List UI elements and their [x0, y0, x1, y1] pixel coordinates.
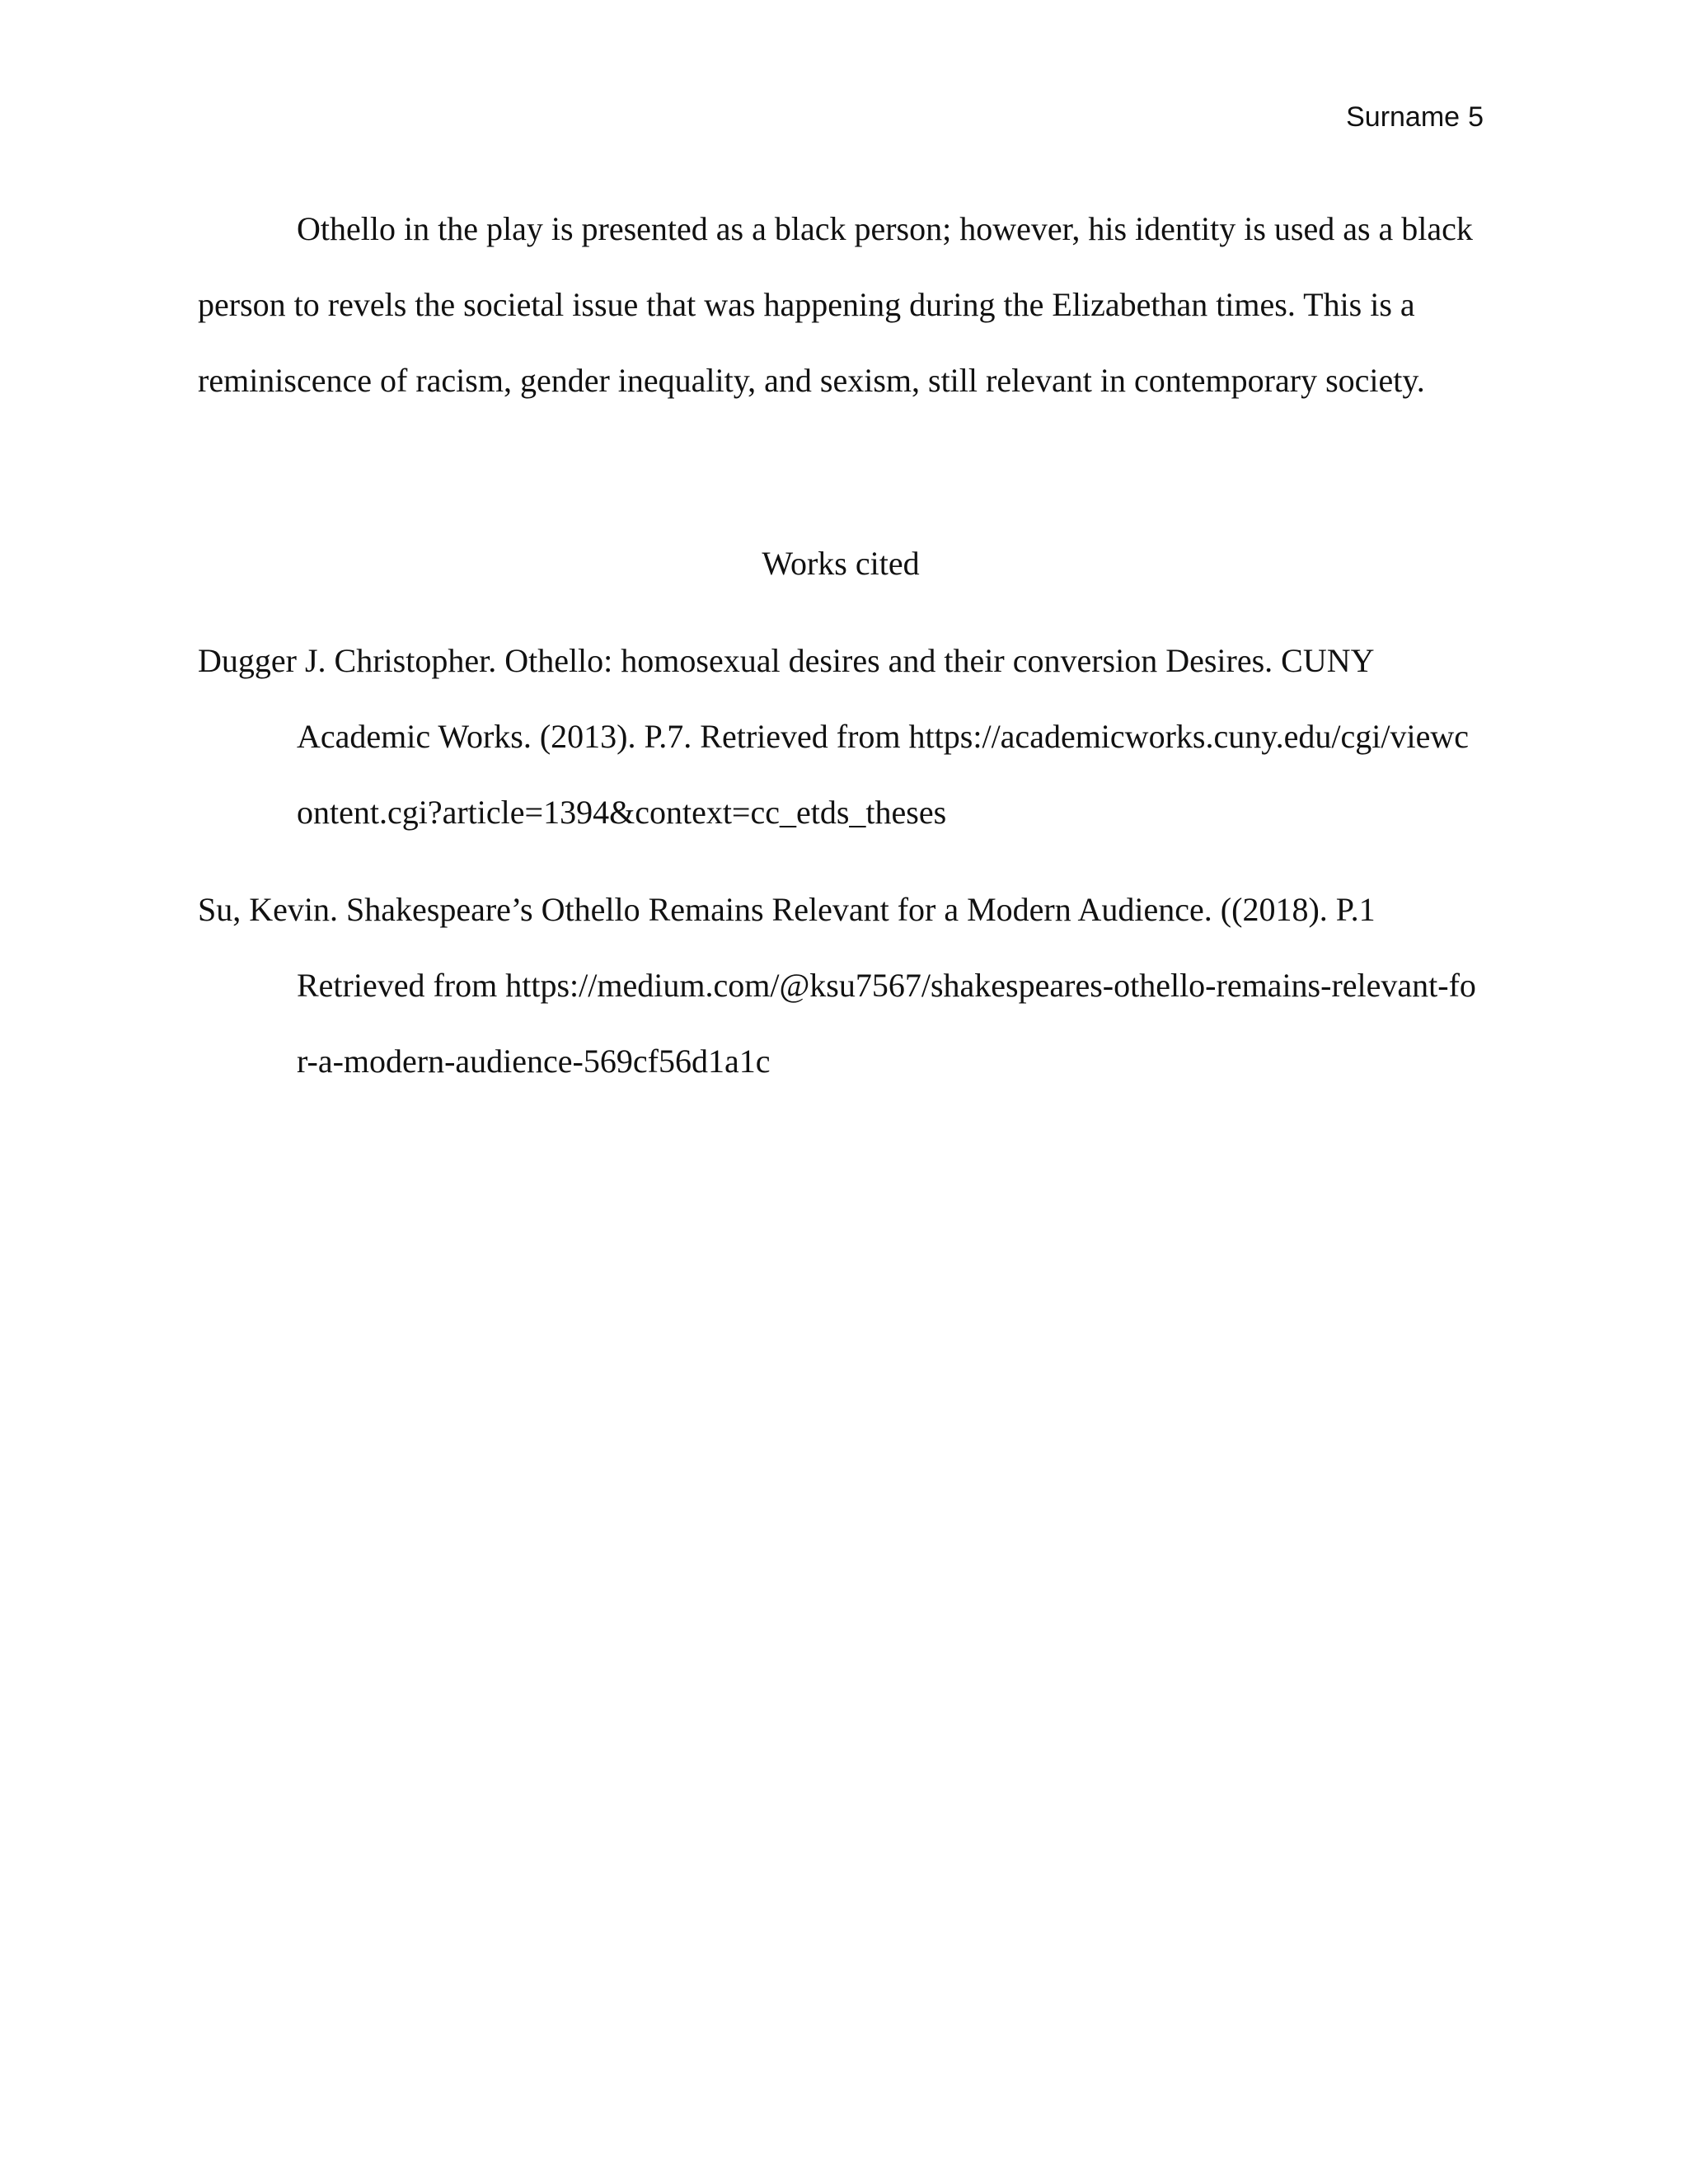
header-surname: Surname	[1346, 101, 1461, 133]
reference-url: https://academicworks.cuny.edu/cgi/viewcontent.cgi?article=1394&context=cc_etds_theses	[297, 718, 1469, 831]
header-page-number: 5	[1468, 101, 1484, 133]
reference-entry-su	[198, 872, 1484, 1099]
works-cited-title: Works cited	[762, 545, 920, 582]
body-text	[198, 191, 1484, 419]
reference-entry-dugger	[198, 623, 1484, 851]
reference-url: https://medium.com/@ksu7567/shakespeares-othello-remains-relevant-for-a-modern-audience-569cf56d1a1c	[297, 967, 1476, 1080]
reference-text: Dugger J. Christopher. Othello: homosexual desires and their conversion Desires. CUNY Academic Works. (2013). P.7. Retrieved from	[198, 642, 1374, 755]
page-header	[1338, 97, 1484, 137]
reference-text: Su, Kevin. Shakespeare’s Othello Remains Relevant for a Modern Audience. ((2018). P.1 Retrieved from	[198, 891, 1376, 1004]
works-cited-list	[198, 623, 1484, 1121]
body-paragraph: Othello in the play is presented as a black person; however, his identity is used as a black person to revels the societal issue that was happening during the Elizabethan times. This is a reminiscence of racism, gender inequality, and sexism, still relevant in contemporary society.	[198, 210, 1473, 399]
